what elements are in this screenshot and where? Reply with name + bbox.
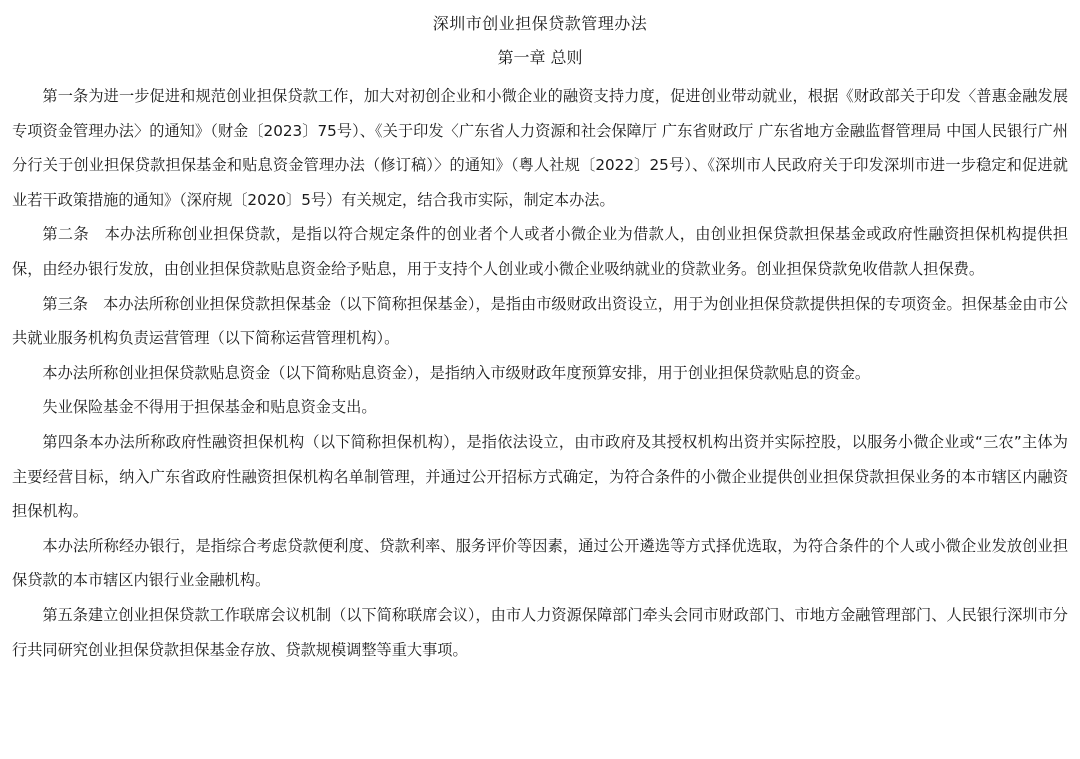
paragraph-subsidy-fund: 本办法所称创业担保贷款贴息资金（以下简称贴息资金），是指纳入市级财政年度预算安排，用于创业担保贷款贴息的资金。	[42, 363, 871, 382]
paragraph-unemployment-fund: 失业保险基金不得用于担保基金和贴息资金支出。	[42, 398, 377, 417]
chapter-heading: 第一章 总则	[497, 48, 583, 67]
paragraph-article-1: 第一条为进一步促进和规范创业担保贷款工作，加大对初创企业和小微企业的融资支持力度，促进创业带动就业，根据《财政部关于印发〈普惠金融发展专项资金管理办法〉的通知》（财金〔2023〕75号）、《关于印发〈广东省人力资源和社会保障厅 广东省财政厅 广东省地方金融监督管理局 中国人民银行广州分行关于创业担保贷款担保基金和贴息资金管理办法（修订稿）〉的通知》（粤人社规〔2022〕25号）、《深圳市人民政府关于印发深圳市进一步稳定和促进就业若干政策措施的通知》（深府规〔2020〕5号）有关规定，结合我市实际，制定本办法。	[12, 87, 1068, 209]
paragraph-article-4: 第四条本办法所称政府性融资担保机构（以下简称担保机构），是指依法设立，由市政府及其授权机构出资并实际控股，以服务小微企业或“三农”主体为主要经营目标，纳入广东省政府性融资担保机构名单制管理，并通过公开招标方式确定，为符合条件的小微企业提供创业担保贷款担保业务的本市辖区内融资担保机构。	[12, 432, 1068, 521]
paragraph-article-2: 第二条 本办法所称创业担保贷款，是指以符合规定条件的创业者个人或者小微企业为借款人，由创业担保贷款担保基金或政府性融资担保机构提供担保，由经办银行发放，由创业担保贷款贴息资金给予贴息，用于支持个人创业或小微企业吸纳就业的贷款业务。创业担保贷款免收借款人担保费。	[12, 225, 1068, 278]
paragraph-article-3: 第三条 本办法所称创业担保贷款担保基金（以下简称担保基金），是指由市级财政出资设立，用于为创业担保贷款提供担保的专项资金。担保基金由市公共就业服务机构负责运营管理（以下简称运营管理机构）。	[12, 294, 1068, 348]
document-title: 深圳市创业担保贷款管理办法	[432, 14, 648, 33]
paragraph-handling-bank: 本办法所称经办银行，是指综合考虑贷款便利度、贷款利率、服务评价等因素，通过公开遴选等方式择优选取，为符合条件的个人或小微企业发放创业担保贷款的本市辖区内银行业金融机构。	[12, 536, 1068, 590]
paragraph-article-5: 第五条建立创业担保贷款工作联席会议机制（以下简称联席会议），由市人力资源保障部门牵头会同市财政部门、市地方金融管理部门、人民银行深圳市分行共同研究创业担保贷款担保基金存放、贷款规模调整等重大事项。	[12, 605, 1068, 659]
